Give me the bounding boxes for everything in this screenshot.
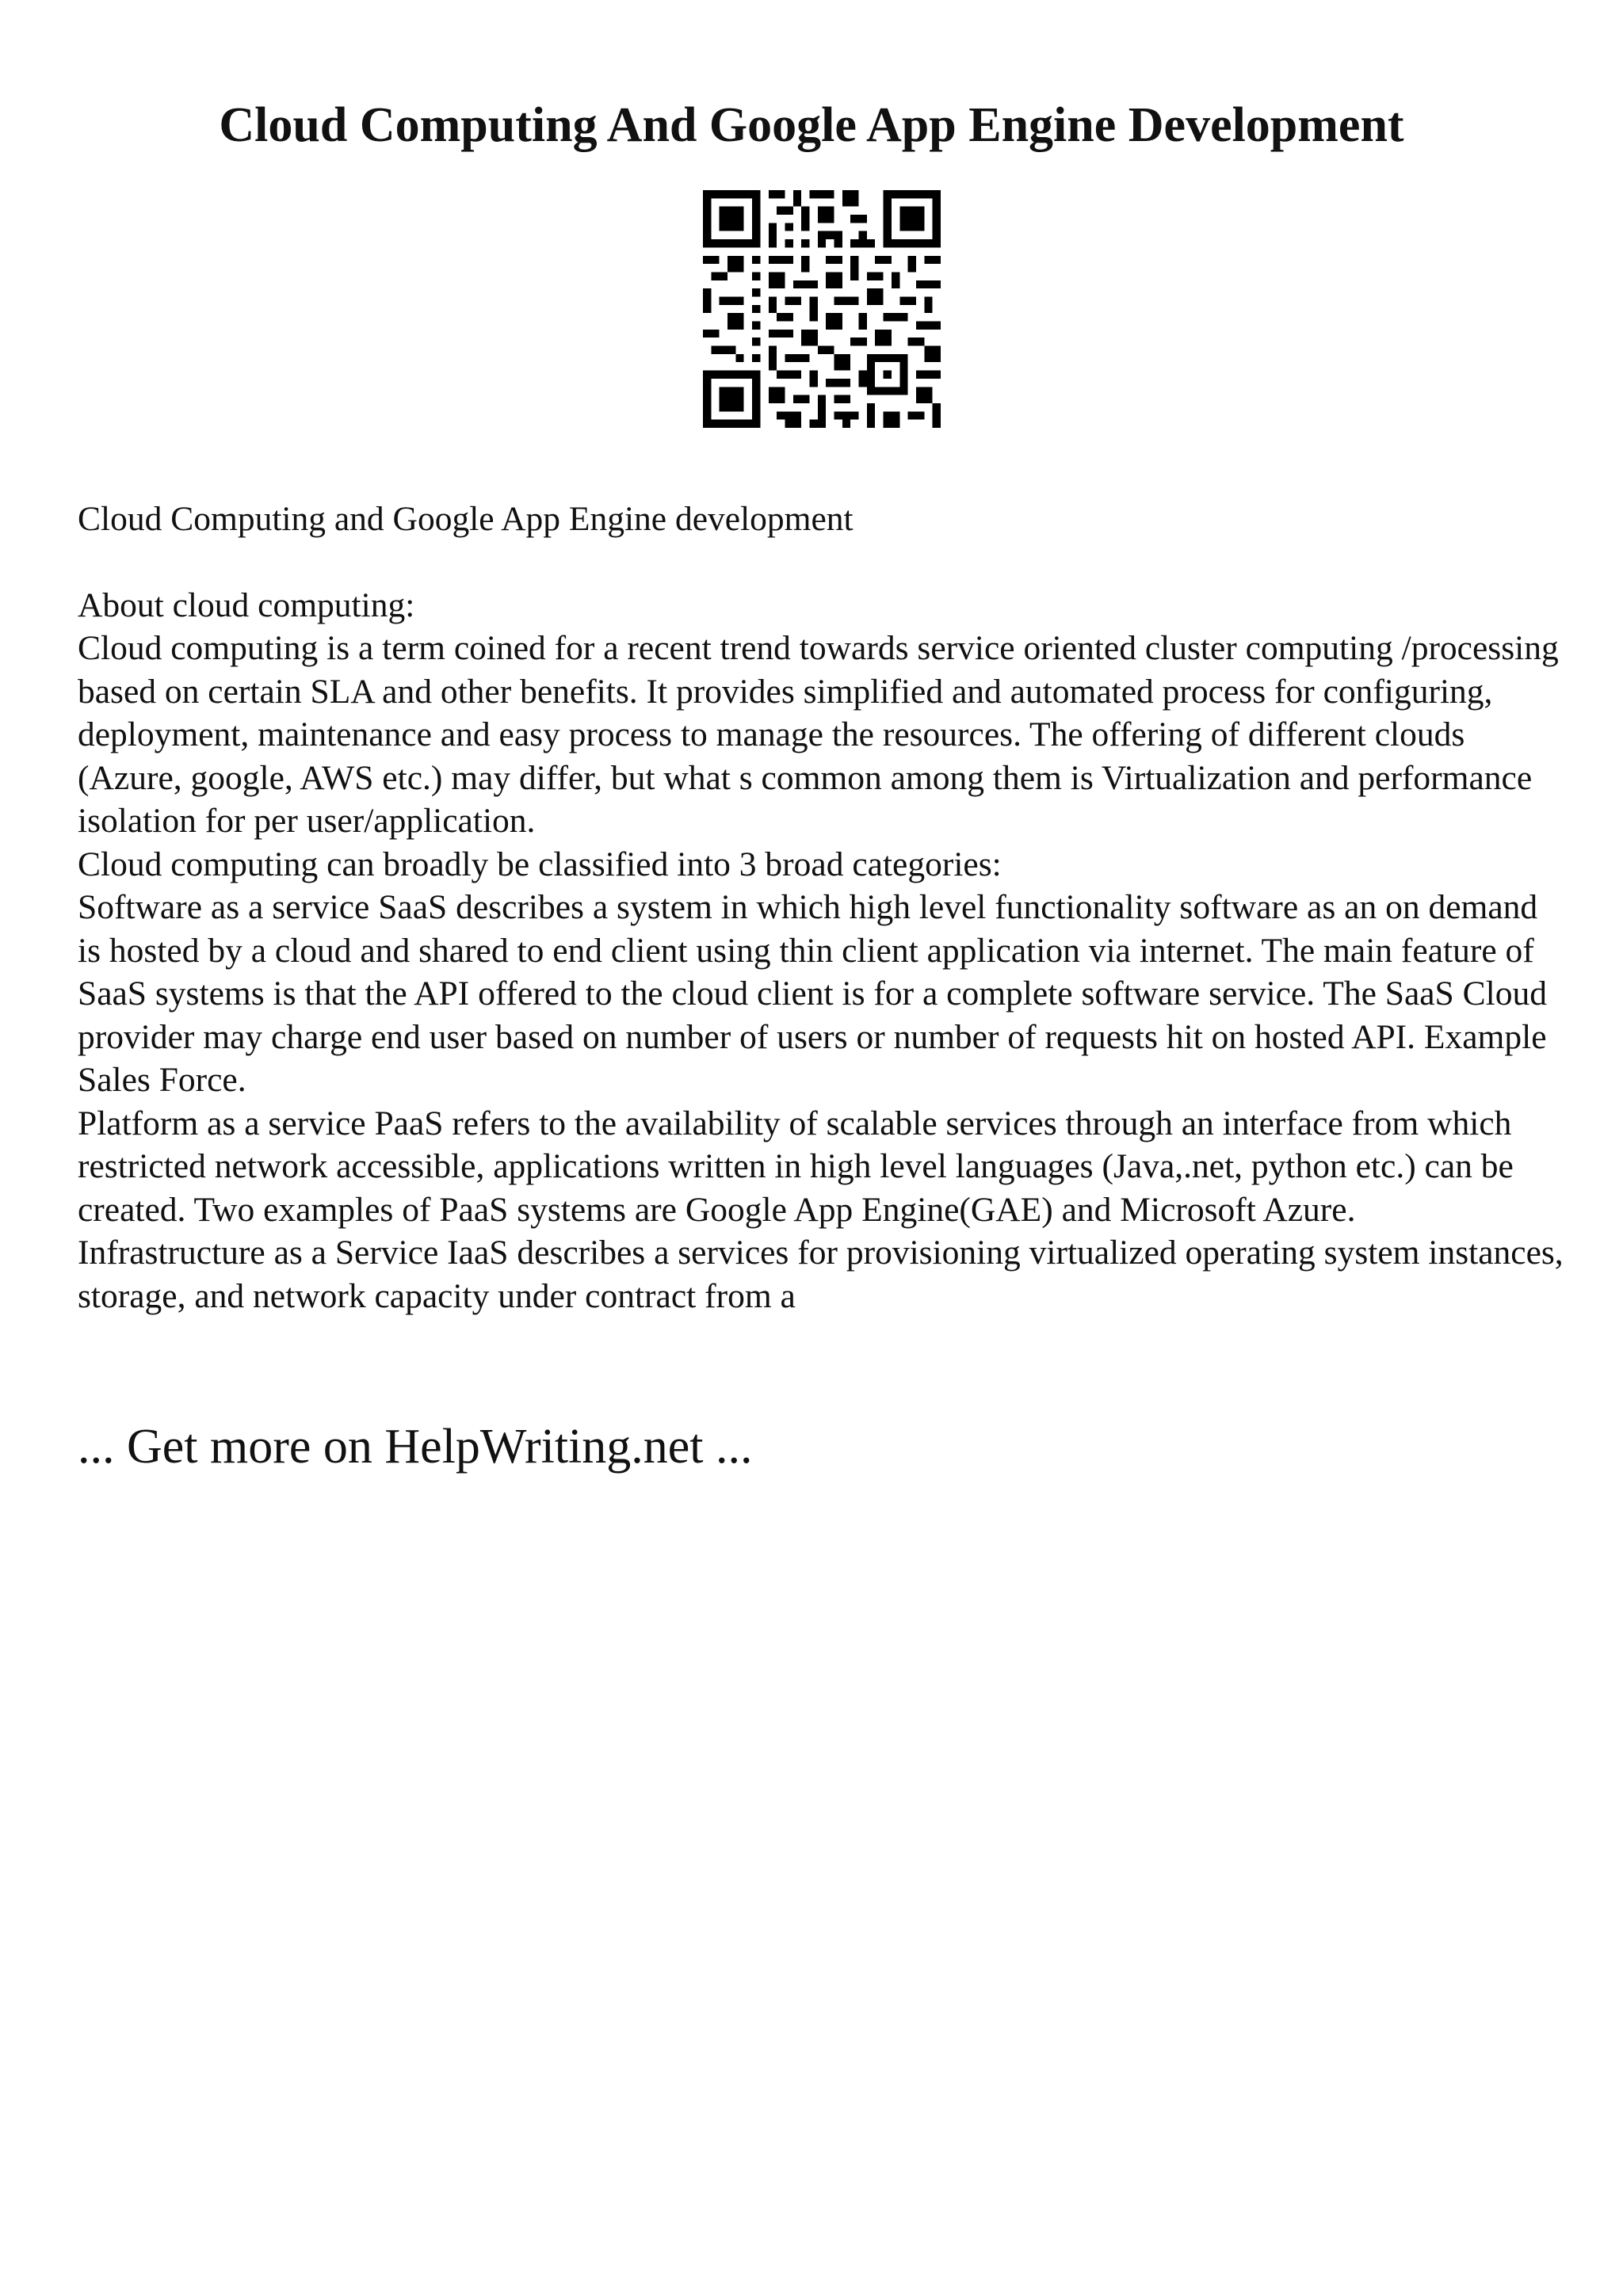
get-more-link[interactable]: ... Get more on HelpWriting.net ... <box>78 1420 753 1474</box>
paragraph-paas: Platform as a service PaaS refers to the availability of scalable services through an interface from which restricted network accessible, applications written in high level languages (Java,.net, python etc.) can be created. Two examples of PaaS systems are Google App Engine(GAE) and Microsoft Azure. <box>78 1104 1514 1229</box>
document-title: Cloud Computing And Google App Engine Development <box>219 98 1404 152</box>
document-heading: Cloud Computing and Google App Engine development <box>78 500 854 538</box>
paragraph-iaas: Infrastructure as a Service IaaS describes a services for provisioning virtualized operating system instances, storage, and network capacity under contract from a <box>78 1234 1564 1315</box>
document-body <box>78 498 1568 1318</box>
paragraph-categories: Cloud computing can broadly be classified into 3 broad categories: <box>78 845 1002 883</box>
qr-code-icon <box>703 190 941 428</box>
paragraph-saas: Software as a service SaaS describes a system in which high level functionality software as an on demand is hosted by a cloud and shared to end client using thin client application via internet. The main feature of SaaS systems is that the API offered to the cloud client is for a complete software service. The SaaS Cloud provider may charge end user based on number of users or number of requests hit on hosted API. Example Sales Force. <box>78 888 1547 1099</box>
qr-code-graphic <box>703 190 941 428</box>
paragraph-definition: Cloud computing is a term coined for a recent trend towards service oriented cluster computing /processing based on certain SLA and other benefits. It provides simplified and automated process for configuring, deployment, maintenance and easy process to manage the resources. The offering of different clouds (Azure, google, AWS etc.) may differ, but what s common among them is Virtualization and performance isolation for per user/application. <box>78 629 1559 840</box>
paragraph-about: About cloud computing: <box>78 585 415 624</box>
